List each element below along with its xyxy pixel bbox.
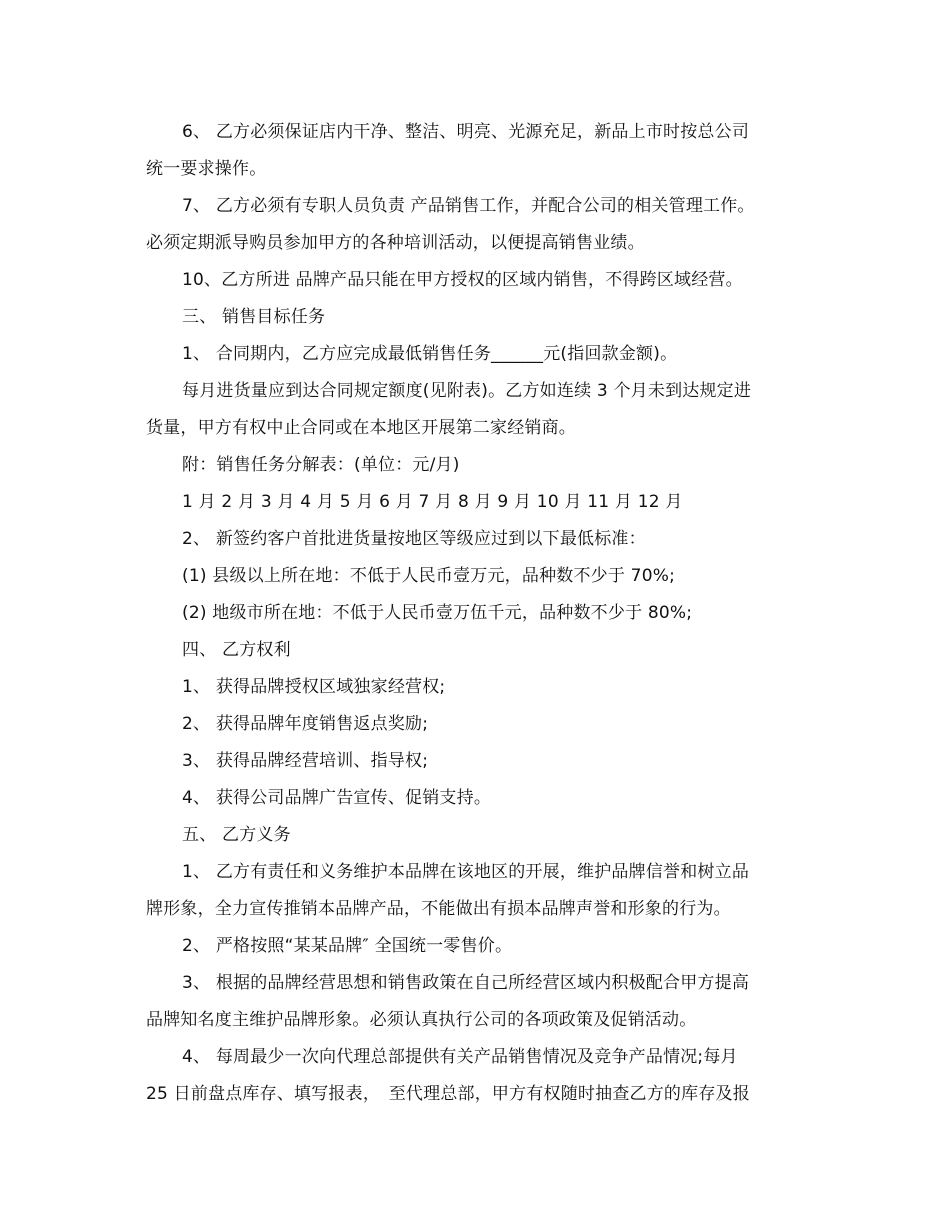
text-line: 附：销售任务分解表：(单位：元/月) <box>182 455 460 475</box>
section-heading: 五、 乙方义务 <box>182 825 291 845</box>
text-line: 7、 乙方必须有专职人员负责 产品销售工作，并配合公司的相关管理工作。 <box>182 196 755 216</box>
text-line: 3、 根据的品牌经营思想和销售政策在自己所经营区域内积极配合甲方提高 <box>182 973 750 993</box>
text-line: (2) 地级市所在地：不低于人民币壹万伍千元，品种数不少于 80%; <box>182 603 693 623</box>
text-line: 25 日前盘点库存、填写报表， 至代理总部，甲方有权随时抽查乙方的库存及报 <box>146 1084 750 1104</box>
text-line: 4、 每周最少一次向代理总部提供有关产品销售情况及竞争产品情况;每月 <box>182 1047 738 1067</box>
text-line: 每月进货量应到达合同规定额度(见附表)。乙方如连续 3 个月未到达规定进 <box>182 381 752 401</box>
text-line: 2、 严格按照“某某品牌″ 全国统一零售价。 <box>182 936 513 956</box>
text-line: 10、乙方所进 品牌产品只能在甲方授权的区域内销售，不得跨区域经营。 <box>182 270 743 290</box>
text-line: 1、 获得品牌授权区域独家经营权; <box>182 677 446 697</box>
text-line: 品牌知名度主维护品牌形象。必须认真执行公司的各项政策及促销活动。 <box>146 1010 697 1030</box>
text-line: 统一要求操作。 <box>146 159 267 179</box>
text-line: 3、 获得品牌经营培训、指导权; <box>182 751 429 771</box>
text-line: 2、 获得品牌年度销售返点奖励; <box>182 714 429 734</box>
text-line: 1、 合同期内，乙方应完成最低销售任务______元(指回款金额)。 <box>182 344 678 364</box>
text-line: 2、 新签约客户首批进货量按地区等级应过到以下最低标准： <box>182 529 646 549</box>
text-line: 货量，甲方有权中止合同或在本地区开展第二家经销商。 <box>146 418 576 438</box>
text-line: (1) 县级以上所在地：不低于人民币壹万元，品种数不少于 70%; <box>182 566 675 586</box>
text-line: 必须定期派导购员参加甲方的各种培训活动，以便提高销售业绩。 <box>146 233 645 253</box>
section-heading: 四、 乙方权利 <box>182 640 291 660</box>
text-line: 牌形象，全力宣传推销本品牌产品，不能做出有损本品牌声誉和形象的行为。 <box>146 899 731 919</box>
month-list: 1 月 2 月 3 月 4 月 5 月 6 月 7 月 8 月 9 月 10 月 11 月 12 月 <box>182 492 683 512</box>
text-line: 4、 获得公司品牌广告宣传、促销支持。 <box>182 788 492 808</box>
section-heading: 三、 销售目标任务 <box>182 307 326 327</box>
text-line: 6、 乙方必须保证店内干净、整洁、明亮、光源充足，新品上市时按总公司 <box>182 122 750 142</box>
text-line: 1、 乙方有责任和义务维护本品牌在该地区的开展，维护品牌信誉和树立品 <box>182 862 750 882</box>
